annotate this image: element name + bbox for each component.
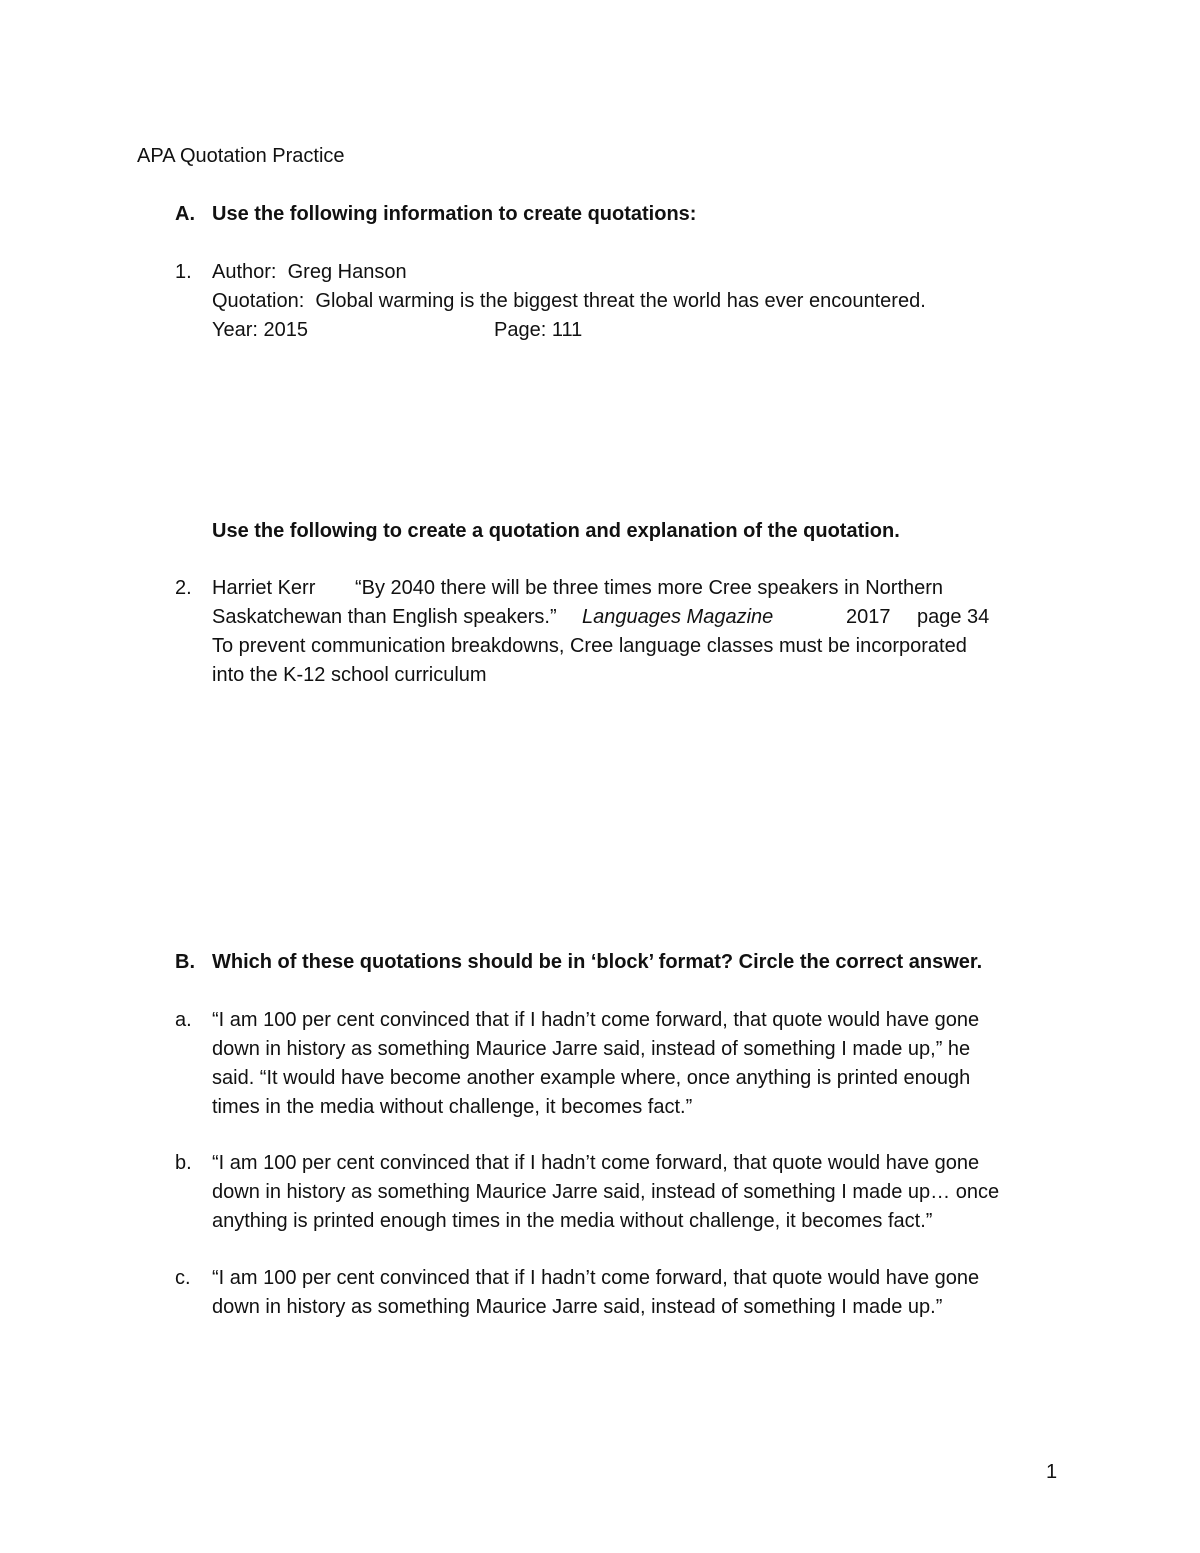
page-title: APA Quotation Practice	[137, 145, 345, 167]
author-name: Greg Hanson	[287, 261, 407, 283]
section-b-marker: B.	[175, 951, 195, 973]
option-b-line-1: “I am 100 per cent convinced that if I hadn’t come forward, that quote would have gone	[212, 1152, 980, 1174]
option-a-marker: a.	[175, 1009, 192, 1031]
item-1-page: Page: 111	[494, 319, 583, 341]
option-c-line-2: down in history as something Maurice Jarre said, instead of something I made up.”	[212, 1296, 943, 1318]
quotation-text: Global warming is the biggest threat the world has ever encountered.	[315, 290, 926, 312]
section-a-heading: Use the following information to create quotations:	[212, 203, 697, 225]
item-2-source: Languages Magazine	[582, 606, 774, 628]
item-2-quote-line-2: Saskatchewan than English speakers.”	[212, 606, 557, 628]
item-1-year: Year: 2015	[212, 319, 309, 341]
author-label: Author:	[212, 261, 277, 283]
option-c-marker: c.	[175, 1267, 191, 1289]
item-2-author: Harriet Kerr	[212, 577, 316, 599]
item-2-note-line-2: into the K-12 school curriculum	[212, 664, 487, 686]
item-1-author-line	[212, 258, 407, 287]
section-a-marker: A.	[175, 203, 195, 225]
item-1-marker: 1.	[175, 261, 192, 283]
item-2-quote-line-1: “By 2040 there will be three times more Cree speakers in Northern	[355, 577, 944, 599]
item-2-marker: 2.	[175, 577, 192, 599]
option-c-line-1: “I am 100 per cent convinced that if I hadn’t come forward, that quote would have gone	[212, 1267, 980, 1289]
item-2-year: 2017	[846, 606, 891, 628]
option-b-line-2: down in history as something Maurice Jarre said, instead of something I made up… once	[212, 1181, 1000, 1203]
quotation-label: Quotation:	[212, 290, 305, 312]
page-number: 1	[1046, 1461, 1058, 1483]
section-b-heading: Which of these quotations should be in ‘block’ format? Circle the correct answer.	[212, 951, 983, 973]
section-a-subheading: Use the following to create a quotation and explanation of the quotation.	[212, 520, 900, 542]
option-b-marker: b.	[175, 1152, 192, 1174]
option-b-line-3: anything is printed enough times in the media without challenge, it becomes fact.”	[212, 1210, 933, 1232]
item-2-page: page 34	[917, 606, 990, 628]
option-a-line-3: said. “It would have become another example where, once anything is printed enough	[212, 1067, 971, 1089]
option-a-line-4: times in the media without challenge, it becomes fact.”	[212, 1096, 693, 1118]
option-a-line-1: “I am 100 per cent convinced that if I hadn’t come forward, that quote would have gone	[212, 1009, 980, 1031]
item-1-quotation-line	[212, 287, 926, 316]
item-2-note-line-1: To prevent communication breakdowns, Cree language classes must be incorporated	[212, 635, 967, 657]
option-a-line-2: down in history as something Maurice Jarre said, instead of something I made up,” he	[212, 1038, 971, 1060]
